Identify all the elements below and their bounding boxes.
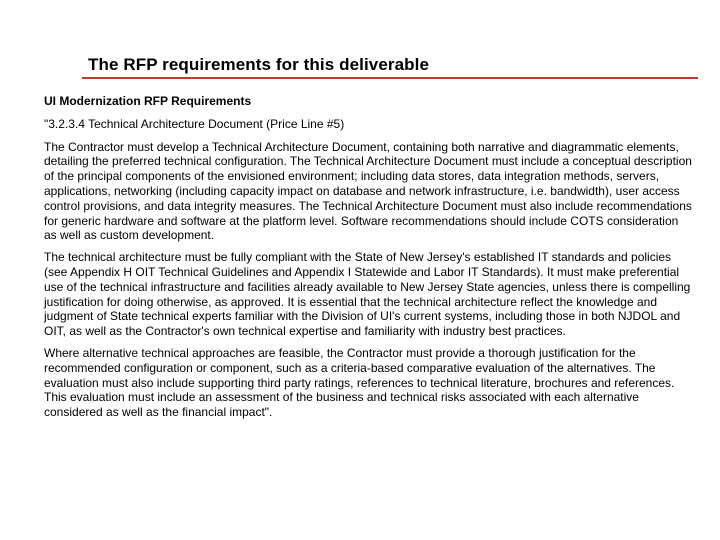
slide-title: The RFP requirements for this deliverable <box>88 55 430 74</box>
section-reference: "3.2.3.4 Technical Architecture Document (Price Line #5) <box>44 116 345 131</box>
requirement-paragraph-2: The technical architecture must be fully compliant with the State of New Jersey's established IT standards and policies (see Appendix H OIT Technical Guidelines and Appendix I Statewide and Labor IT Standards). It must make preferential use of the technical infrastructure and facilities already available to New Jersey State agencies, unless there is compelling justification for doing otherwise, as approved. It is essential that the technical architecture reflect the knowledge and judgment of State technical experts familiar with the Division of UI's current systems, including those in both NJDOL and OIT, as well as the Contractor's own technical expertise and familiarity with industry best practices. <box>44 250 691 339</box>
requirement-paragraph-3: Where alternative technical approaches are feasible, the Contractor must provide a thorough justification for the recommended configuration or component, such as a criteria-based comparative evaluation of the alternatives. The evaluation must also include supporting third party ratings, references to technical literature, brochures and references. This evaluation must include an assessment of the business and technical risks associated with each alternative considered as well as the financial impact". <box>44 345 675 420</box>
requirement-paragraph-1: The Contractor must develop a Technical Architecture Document, containing both narrative and diagrammatic elements, detailing the preferred technical configuration. The Technical Architecture Document must include a conceptual description of the principal components of the envisioned environment; including data stores, data integration methods, servers, applications, networking (including capacity impact on database and network infrastructure, i.e. bandwidth), user access control provisions, and data integrity measures. The Technical Architecture Document must also include recommendations for generic hardware and software at the platform level. Software recommendations should include COTS consideration as well as custom development. <box>44 139 692 243</box>
slide-body <box>44 94 692 427</box>
section-subheading: UI Modernization RFP Requirements <box>44 94 252 108</box>
title-divider <box>82 77 698 79</box>
